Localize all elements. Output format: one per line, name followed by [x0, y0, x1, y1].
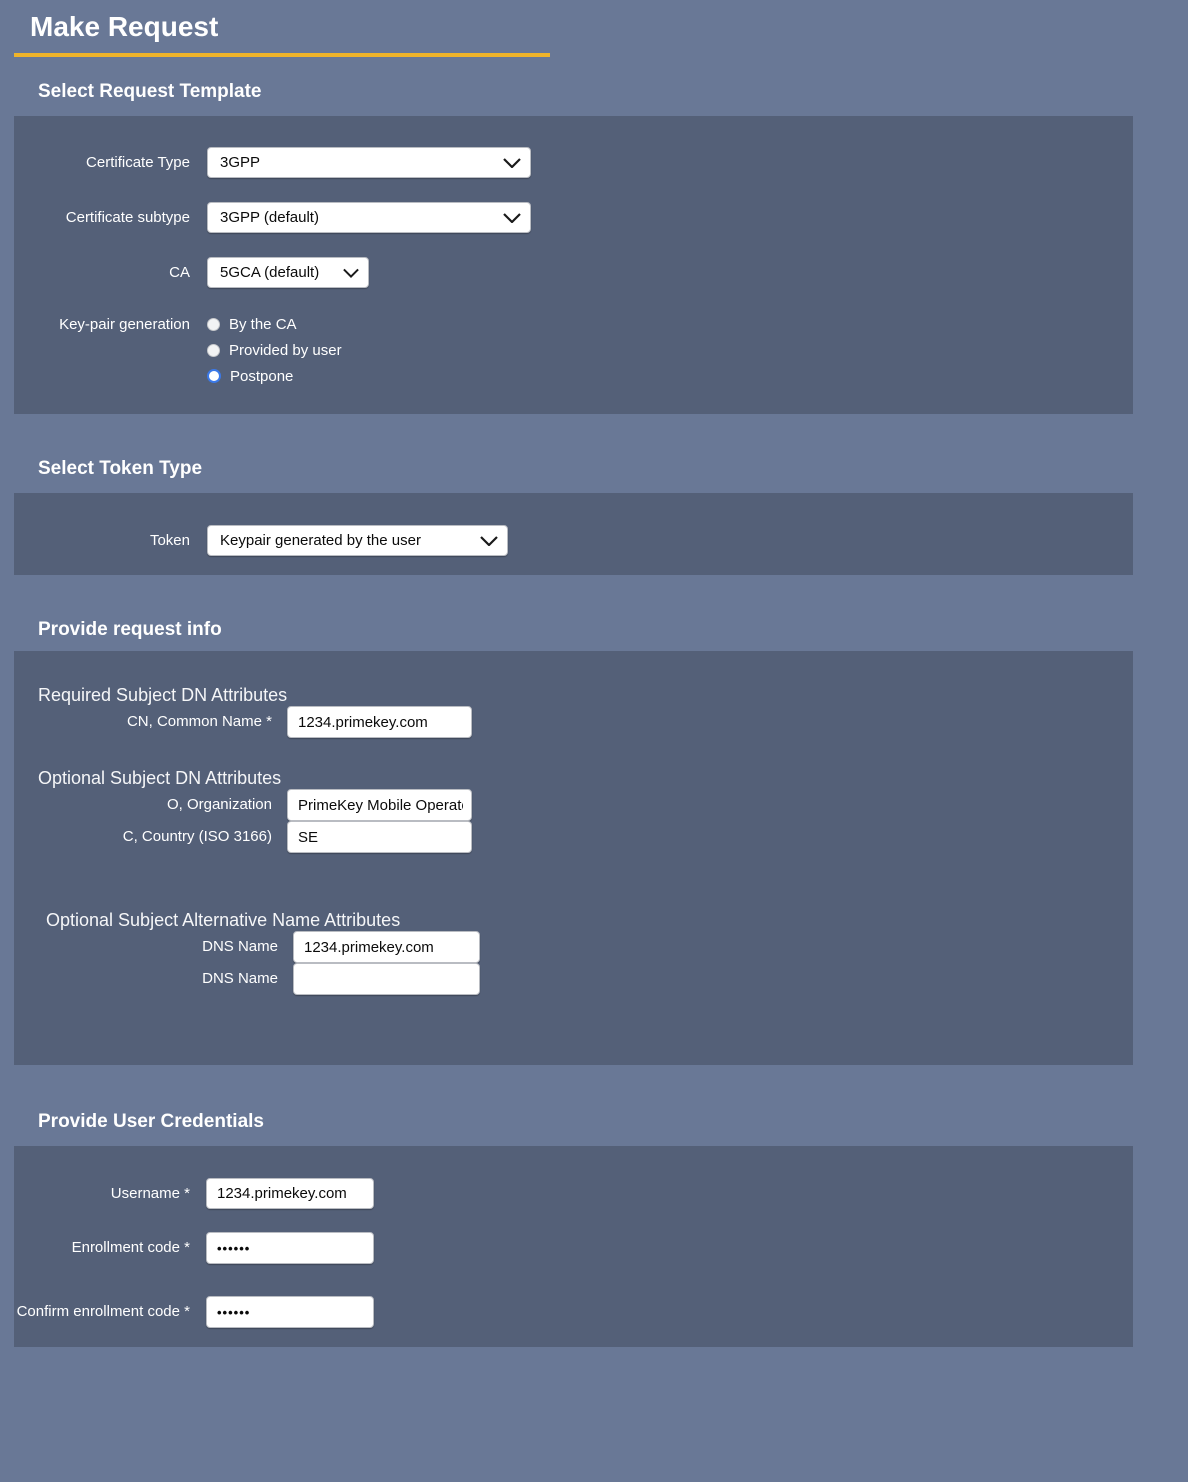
field-row-keypair-generation — [14, 315, 1133, 385]
field-row-dns-name-1 — [14, 931, 1133, 963]
section-heading-provide-request-info: Provide request info — [38, 619, 222, 640]
confirm-enrollment-code-input[interactable] — [206, 1296, 374, 1328]
field-row-enrollment-code — [14, 1232, 1133, 1264]
section-heading-select-request-template: Select Request Template — [38, 81, 262, 102]
certificate-type-label: Certificate Type — [86, 153, 190, 171]
organization-label: O, Organization — [166, 796, 272, 813]
required-dn-heading: Required Subject DN Attributes — [38, 685, 288, 705]
page-title: Make Request — [30, 11, 219, 42]
section-heading-select-token-type: Select Token Type — [38, 458, 203, 479]
country-input[interactable] — [287, 821, 472, 853]
token-label: Token — [149, 531, 190, 549]
radio-option-label: Provided by user — [229, 341, 342, 359]
radio-selected-icon[interactable] — [207, 369, 221, 383]
common-name-input[interactable] — [287, 706, 472, 738]
dns-name-2-label: DNS Name — [202, 970, 278, 987]
common-name-label: CN, Common Name * — [126, 713, 272, 730]
panel-user-credentials — [14, 1146, 1133, 1347]
enrollment-code-label: Enrollment code * — [71, 1239, 190, 1256]
field-row-confirm-enrollment-code — [14, 1296, 1133, 1328]
field-row-username — [14, 1178, 1133, 1209]
confirm-enrollment-code-label: Confirm enrollment code * — [16, 1303, 190, 1320]
optional-dn-heading: Optional Subject DN Attributes — [38, 768, 282, 788]
radio-option-label: Postpone — [230, 367, 294, 385]
organization-input[interactable] — [287, 789, 472, 821]
optional-san-heading: Optional Subject Alternative Name Attributes — [46, 910, 401, 930]
username-input[interactable] — [206, 1178, 374, 1209]
field-row-common-name — [14, 706, 1133, 738]
radio-option-by-the-ca[interactable] — [207, 315, 342, 333]
keypair-generation-radio-group — [207, 315, 342, 385]
field-row-certificate-subtype — [14, 202, 1133, 233]
certificate-type-select[interactable] — [207, 147, 531, 178]
field-row-token — [14, 525, 1133, 556]
panel-token-type — [14, 493, 1133, 575]
username-label: Username * — [110, 1184, 190, 1202]
country-label: C, Country (ISO 3166) — [122, 828, 272, 845]
radio-unselected-icon[interactable] — [207, 318, 220, 331]
field-row-dns-name-2 — [14, 963, 1133, 995]
field-row-country — [14, 821, 1133, 853]
radio-option-provided-by-user[interactable] — [207, 341, 342, 359]
panel-request-template — [14, 116, 1133, 414]
radio-option-postpone[interactable] — [207, 367, 342, 385]
dns-name-1-input[interactable] — [293, 931, 480, 963]
panel-request-info — [14, 651, 1133, 1065]
token-select[interactable] — [207, 525, 508, 556]
field-row-certificate-type — [14, 147, 1133, 178]
certificate-subtype-select[interactable] — [207, 202, 531, 233]
field-row-ca — [14, 257, 1133, 288]
keypair-generation-label: Key-pair generation — [59, 316, 190, 333]
dns-name-1-label: DNS Name — [202, 938, 278, 955]
section-heading-provide-user-credentials: Provide User Credentials — [38, 1111, 264, 1132]
radio-option-label: By the CA — [229, 315, 297, 333]
dns-name-2-input[interactable] — [293, 963, 480, 995]
ca-label: CA — [169, 263, 190, 281]
enrollment-code-input[interactable] — [206, 1232, 374, 1264]
title-underline — [14, 53, 550, 57]
certificate-subtype-label: Certificate subtype — [65, 208, 190, 226]
ca-select[interactable] — [207, 257, 369, 288]
field-row-organization — [14, 789, 1133, 821]
radio-unselected-icon[interactable] — [207, 344, 220, 357]
